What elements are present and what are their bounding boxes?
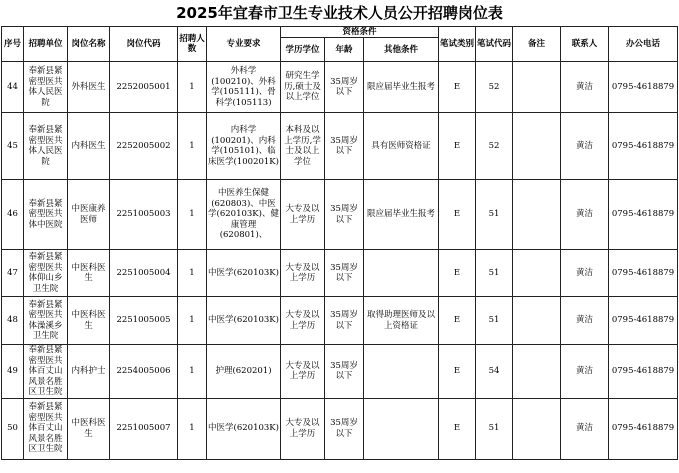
- row-other: [364, 250, 439, 297]
- row-exam-code: 52: [476, 62, 513, 113]
- page-title: 2025年宜春市卫生专业技术人员公开招聘岗位表: [176, 4, 503, 22]
- row-code: 2252005001: [110, 62, 178, 113]
- row-remark: [513, 250, 561, 297]
- row-exam-category: E: [439, 297, 476, 345]
- table-row: [2, 398, 678, 459]
- row-other: [364, 398, 439, 459]
- header-other: 其他条件: [364, 38, 439, 62]
- row-exam-category: E: [439, 398, 476, 459]
- row-exam-code: 51: [476, 398, 513, 459]
- row-code: 2251005004: [110, 250, 178, 297]
- row-unit: 奉新县紧密型医共体人民医院: [24, 113, 68, 180]
- row-age: 35周岁以下: [325, 180, 364, 250]
- row-contact: 黄洁: [561, 62, 609, 113]
- recruitment-table: [1, 26, 678, 460]
- row-seq: 47: [2, 250, 24, 297]
- row-exam-category: E: [439, 113, 476, 180]
- row-education: 大专及以上学历: [281, 398, 325, 459]
- row-other: 限应届毕业生报考: [364, 180, 439, 250]
- header-exam-code: 笔试代码: [476, 27, 513, 62]
- row-seq: 44: [2, 62, 24, 113]
- header-exam-category: 笔试类别: [439, 27, 476, 62]
- row-exam-code: 51: [476, 297, 513, 345]
- row-age: 35周岁以下: [325, 398, 364, 459]
- row-major: 护理(620201): [207, 345, 281, 399]
- row-phone: 0795-4618879: [609, 113, 678, 180]
- row-other: 具有医师资格证: [364, 113, 439, 180]
- row-exam-code: 54: [476, 345, 513, 399]
- row-count: 1: [178, 180, 207, 250]
- table-row: [2, 113, 678, 180]
- row-contact: 黄洁: [561, 345, 609, 399]
- header-contact: 联系人: [561, 27, 609, 62]
- row-contact: 黄洁: [561, 398, 609, 459]
- row-remark: [513, 297, 561, 345]
- header-code: 岗位代码: [110, 27, 178, 62]
- row-major: 中医学(620103K): [207, 297, 281, 345]
- row-seq: 48: [2, 297, 24, 345]
- row-age: 35周岁以下: [325, 297, 364, 345]
- row-other: 限应届毕业生报考: [364, 62, 439, 113]
- header-unit: 招聘单位: [24, 27, 68, 62]
- table-body: [2, 62, 678, 460]
- row-phone: 0795-4618879: [609, 180, 678, 250]
- header-remark: 备注: [513, 27, 561, 62]
- row-remark: [513, 113, 561, 180]
- row-contact: 黄洁: [561, 297, 609, 345]
- row-age: 35周岁以下: [325, 62, 364, 113]
- row-remark: [513, 398, 561, 459]
- row-code: 2254005006: [110, 345, 178, 399]
- row-count: 1: [178, 113, 207, 180]
- row-phone: 0795-4618879: [609, 250, 678, 297]
- row-unit: 奉新县紧密型医共体澡溪乡卫生院: [24, 297, 68, 345]
- row-other: [364, 345, 439, 399]
- table-row: [2, 297, 678, 345]
- row-post: 内科护士: [68, 345, 110, 399]
- row-seq: 45: [2, 113, 24, 180]
- row-exam-code: 52: [476, 113, 513, 180]
- row-exam-code: 51: [476, 180, 513, 250]
- row-contact: 黄洁: [561, 113, 609, 180]
- row-contact: 黄洁: [561, 250, 609, 297]
- row-major: 外科学(100210)、外科学(105111)、骨科学(105113): [207, 62, 281, 113]
- row-count: 1: [178, 345, 207, 399]
- header-major: 专业要求: [207, 27, 281, 62]
- row-education: 大专及以上学历: [281, 345, 325, 399]
- row-major: 中医学(620103K): [207, 250, 281, 297]
- row-seq: 50: [2, 398, 24, 459]
- header-age: 年龄: [325, 38, 364, 62]
- row-post: 外科医生: [68, 62, 110, 113]
- header-qualifications: 资格条件: [281, 27, 439, 38]
- row-code: 2252005002: [110, 113, 178, 180]
- row-education: 大专及以上学历: [281, 297, 325, 345]
- row-remark: [513, 345, 561, 399]
- row-major: 中医学(620103K): [207, 398, 281, 459]
- row-age: 35周岁以下: [325, 345, 364, 399]
- table-row: [2, 62, 678, 113]
- row-major: 内科学(100201)、内科学(105101)、临床医学(100201K): [207, 113, 281, 180]
- row-code: 2251005005: [110, 297, 178, 345]
- row-post: 内科医生: [68, 113, 110, 180]
- row-exam-code: 51: [476, 250, 513, 297]
- header-education: 学历学位: [281, 38, 325, 62]
- header-count: 招聘人数: [178, 27, 207, 62]
- row-count: 1: [178, 398, 207, 459]
- row-education: 大专及以上学历: [281, 180, 325, 250]
- row-phone: 0795-4618879: [609, 345, 678, 399]
- row-contact: 黄洁: [561, 180, 609, 250]
- row-exam-category: E: [439, 345, 476, 399]
- row-count: 1: [178, 297, 207, 345]
- table-row: [2, 180, 678, 250]
- row-phone: 0795-4618879: [609, 62, 678, 113]
- table-row: [2, 345, 678, 399]
- row-major: 中医养生保健(620803)、中医学(620103K)、健康管理(620801)、: [207, 180, 281, 250]
- header-post: 岗位名称: [68, 27, 110, 62]
- row-remark: [513, 62, 561, 113]
- row-seq: 49: [2, 345, 24, 399]
- row-exam-category: E: [439, 180, 476, 250]
- row-unit: 奉新县紧密型医共体百丈山风景名胜区卫生院: [24, 345, 68, 399]
- row-phone: 0795-4618879: [609, 398, 678, 459]
- header-seq: 序号: [2, 27, 24, 62]
- row-post: 中医科医生: [68, 398, 110, 459]
- row-exam-category: E: [439, 250, 476, 297]
- row-unit: 奉新县紧密型医共体仰山乡卫生院: [24, 250, 68, 297]
- row-remark: [513, 180, 561, 250]
- row-exam-category: E: [439, 62, 476, 113]
- row-unit: 奉新县紧密型医共体人民医院: [24, 62, 68, 113]
- row-other: 取得助理医师及以上资格证: [364, 297, 439, 345]
- row-unit: 奉新县紧密型医共体百丈山风景名胜区卫生院: [24, 398, 68, 459]
- row-unit: 奉新县紧密型医共体中医院: [24, 180, 68, 250]
- row-age: 35周岁以下: [325, 250, 364, 297]
- table-row: [2, 250, 678, 297]
- row-post: 中医康养医师: [68, 180, 110, 250]
- row-post: 中医科医生: [68, 250, 110, 297]
- row-age: 35周岁以下: [325, 113, 364, 180]
- row-education: 研究生学历,硕士及以上学位: [281, 62, 325, 113]
- row-count: 1: [178, 250, 207, 297]
- row-post: 中医科医生: [68, 297, 110, 345]
- row-education: 本科及以上学历,学士及以上学位: [281, 113, 325, 180]
- row-code: 2251005007: [110, 398, 178, 459]
- row-education: 大专及以上学历: [281, 250, 325, 297]
- row-count: 1: [178, 62, 207, 113]
- header-phone: 办公电话: [609, 27, 678, 62]
- row-phone: 0795-4618879: [609, 297, 678, 345]
- row-seq: 46: [2, 180, 24, 250]
- row-code: 2251005003: [110, 180, 178, 250]
